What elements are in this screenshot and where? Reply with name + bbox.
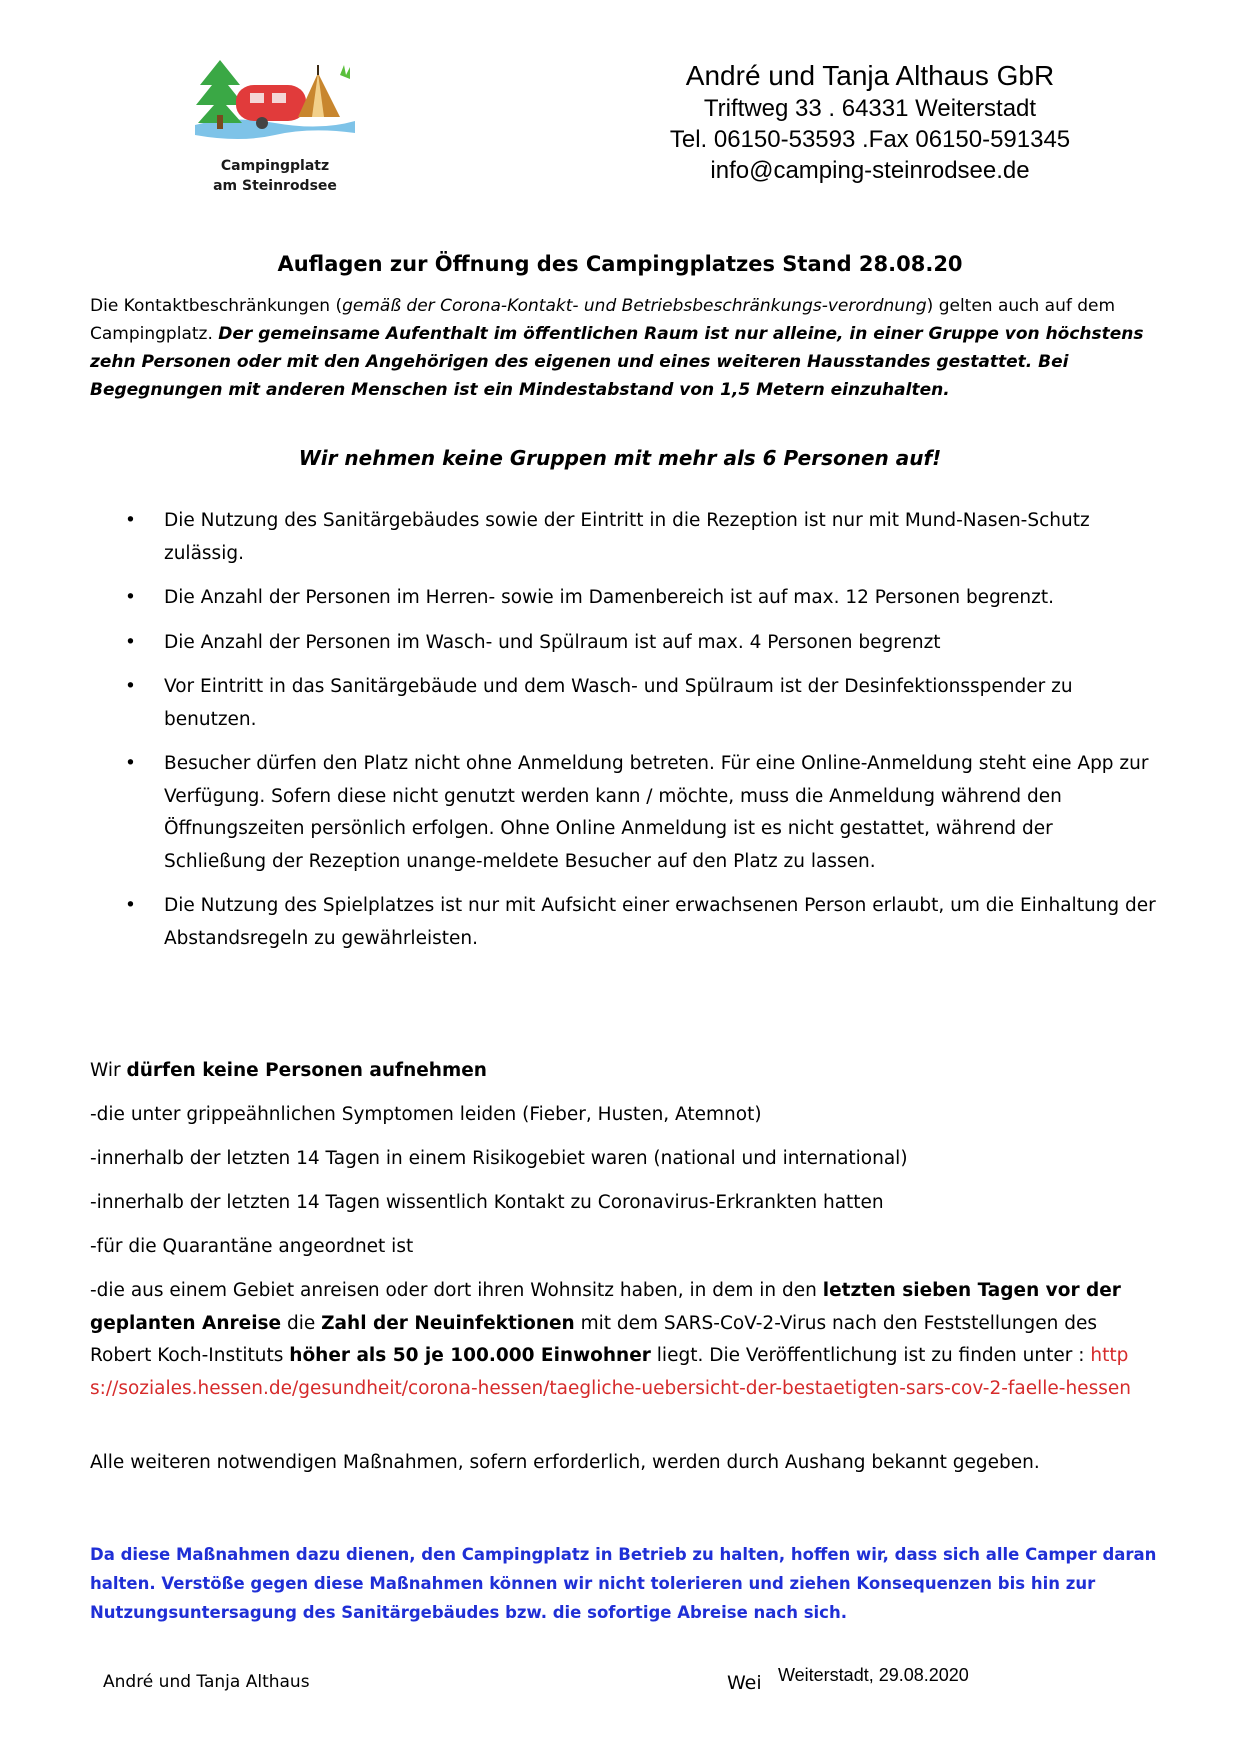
intro-text-2: ) gelten auch auf dem Campingplatz. [90, 296, 1116, 344]
restrictions-heading-bold: dürfen keine Personen aufnehmen [126, 1060, 487, 1081]
restriction-item: -die unter grippeähnlichen Symptomen leiden (Fieber, Husten, Atemnot) [90, 1104, 762, 1125]
list-item [120, 748, 1160, 878]
risk-bold-3: höher als 50 je 100.000 Einwohner [289, 1345, 651, 1366]
campingplatz-logo [190, 55, 360, 194]
camping-logo-icon [190, 55, 360, 155]
list-item [120, 505, 1160, 570]
logo-text-line-2: am Steinrodsee [213, 178, 337, 194]
restriction-item: -innerhalb der letzten 14 Tagen in einem Risikogebiet waren (national und international) [90, 1148, 908, 1169]
intro-paragraph [90, 292, 1155, 404]
logo-text-line-1: Campingplatz [220, 158, 330, 174]
restriction-item: -für die Quarantäne angeordnet ist [90, 1236, 414, 1257]
restrictions-heading-prefix: Wir [90, 1060, 127, 1081]
document-title: Auflagen zur Öffnung des Campingplatzes Stand 28.08.20 [277, 252, 963, 276]
intro-text-1: Die Kontaktbeschränkungen ( [90, 296, 343, 316]
intro-rule: Der gemeinsame Aufenthalt im öffentlichen Raum ist nur alleine, in einer Gruppe von höchstens zehn Personen oder mit den Angehörigen des eigenen und eines weiteren Hausstandes gestattet. Bei Begegnungen mit anderen Menschen ist ein Mindestabstand von 1,5 Metern einzuhalten. [90, 324, 1144, 400]
company-phone: Tel. 06150-53593 .Fax 06150-591345 [669, 126, 1071, 153]
restriction-item: -innerhalb der letzten 14 Tagen wissentlich Kontakt zu Coronavirus-Erkrankten hatten [90, 1192, 884, 1213]
list-item-text: Die Nutzung des Sanitärgebäudes sowie der Eintritt in die Rezeption ist nur mit Mund-Nasen-Schutz zulässig. [164, 510, 1090, 564]
risk-text-1: -die aus einem Gebiet anreisen oder dort ihren Wohnsitz haben, in dem in den [90, 1280, 823, 1301]
risk-bold-1: letzten sieben Tagen vor der geplanten Anreise [90, 1280, 1121, 1334]
risk-bold-2: Zahl der Neuinfektionen [321, 1312, 575, 1334]
company-email: info@camping-steinrodsee.de [710, 157, 1030, 184]
restriction-item-risk-area [90, 1275, 1150, 1405]
risk-text-4: liegt. Die Veröffentlichung ist zu finden unter : [650, 1345, 1091, 1366]
bullet-icon: • [125, 895, 136, 916]
bullet-icon: • [125, 587, 136, 608]
footer-place-date: Weiterstadt, 29.08.2020 [778, 1665, 969, 1685]
company-address: Triftweg 33 . 64331 Weiterstadt [703, 95, 1037, 122]
bullet-icon: • [125, 676, 136, 697]
restrictions-heading [90, 1055, 1150, 1088]
list-item [120, 627, 1160, 660]
list-item-text: Die Anzahl der Personen im Herren- sowie im Damenbereich ist auf max. 12 Personen begrenzt. [164, 587, 1054, 608]
bullet-icon: • [125, 631, 136, 653]
list-item [120, 582, 1160, 615]
list-item-text: Die Anzahl der Personen im Wasch- und Spülraum ist auf max. 4 Personen begrenzt [164, 631, 941, 653]
footer-signature: André und Tanja Althaus [103, 1672, 310, 1692]
closing-paragraph: Da diese Maßnahmen dazu dienen, den Campingplatz in Betrieb zu halten, hoffen wir, dass sich alle Camper daran halten. Verstöße gegen diese Maßnahmen können wir nicht tolerieren und ziehen Konsequenzen bis hin zur Nutzungsuntersagung des Sanitärgebäudes bzw. die sofortige Abreise nach sich. [90, 1545, 1157, 1622]
footer-wei: Wei [727, 1672, 762, 1694]
intro-regulation: gemäß der Corona-Kontakt- und Betriebsbeschränkungs-verordnung [342, 296, 927, 316]
list-item-text: Besucher dürfen den Platz nicht ohne Anmeldung betreten. Für eine Online-Anmeldung steht eine App zur Verfügung. Sofern diese nicht genutzt werden kann / möchte, muss die Anmeldung während den Öffnungszeiten persönlich erfolgen. Ohne Online Anmeldung ist es nicht gestattet, während der Schließung der Rezeption unange-meldete Besucher auf den Platz zu lassen. [164, 753, 1149, 872]
bullet-icon: • [125, 510, 136, 531]
company-name: André und Tanja Althaus GbR [685, 60, 1055, 91]
notice-paragraph: Alle weiteren notwendigen Maßnahmen, sofern erforderlich, werden durch Aushang bekannt gegeben. [90, 1452, 1040, 1473]
rki-link[interactable]: https://soziales.hessen.de/gesundheit/corona-hessen/taegliche-uebersicht-der-bestaetigten-sars-cov-2-faelle-hessen [90, 1345, 1131, 1399]
bullet-icon: • [125, 753, 136, 774]
risk-text-3: mit dem SARS-CoV-2-Virus nach den Feststellungen des Robert Koch-Instituts [90, 1312, 1098, 1366]
list-item [120, 890, 1160, 955]
group-limit-note: Wir nehmen keine Gruppen mit mehr als 6 Personen auf! [298, 446, 942, 470]
list-item [120, 671, 1160, 736]
risk-text-2: die [281, 1312, 322, 1334]
list-item-text: Die Nutzung des Spielplatzes ist nur mit Aufsicht einer erwachsenen Person erlaubt, um die Einhaltung der Abstandsregeln zu gewährleisten. [164, 895, 1156, 949]
rules-list [120, 505, 1160, 967]
list-item-text: Vor Eintritt in das Sanitärgebäude und dem Wasch- und Spülraum ist der Desinfektionsspender zu benutzen. [164, 676, 1073, 730]
